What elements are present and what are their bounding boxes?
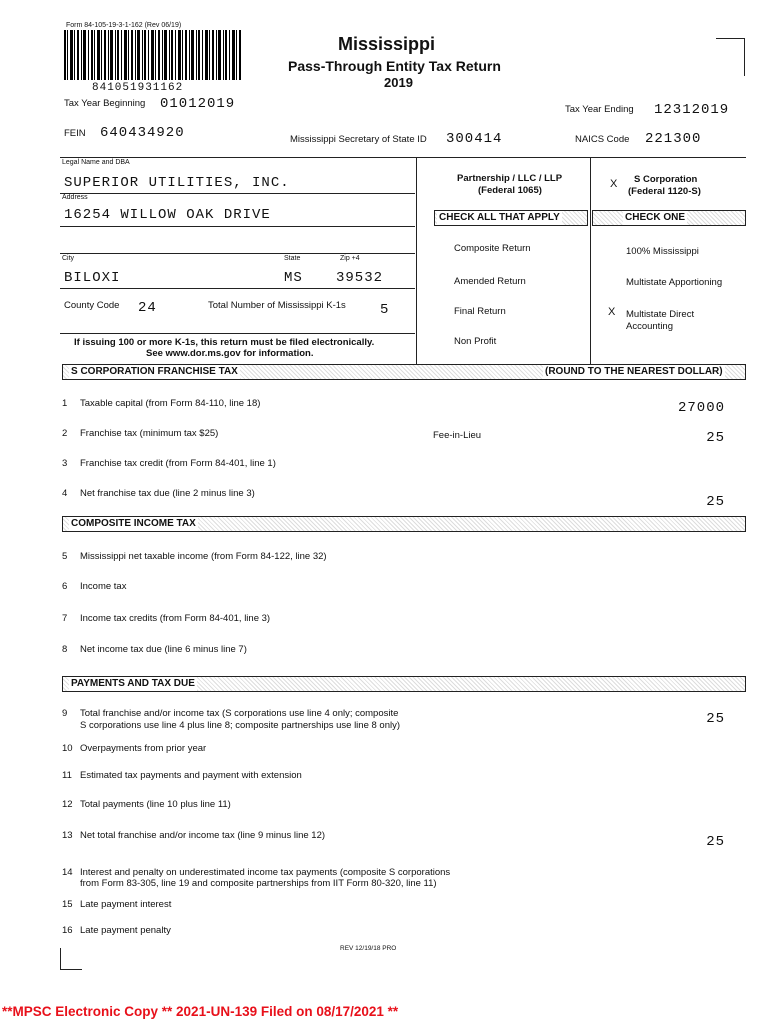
sos-id-value: 300414 xyxy=(446,131,503,147)
line-amount: 25 xyxy=(706,494,725,510)
line-number: 1 xyxy=(62,398,68,409)
tax-year-ending-value: 12312019 xyxy=(654,102,730,118)
form-number: Form 84-105-19-3-1-162 (Rev 06/19) xyxy=(66,22,182,29)
entity-divider-left xyxy=(416,157,417,364)
line-number: 7 xyxy=(62,613,68,624)
naics-value: 221300 xyxy=(645,131,702,147)
city-label: City xyxy=(62,255,75,262)
revision-note: REV 12/19/18 PRO xyxy=(340,945,397,952)
city-rule xyxy=(60,288,415,289)
line-label: Interest and penalty on underestimated income tax payments (composite S corporations xyxy=(80,867,451,878)
fee-in-lieu-label: Fee-in-Lieu xyxy=(433,430,482,441)
multistate-direct-option: Multistate Direct xyxy=(626,309,695,320)
line-number: 3 xyxy=(62,458,68,469)
payments-section-title: PAYMENTS AND TAX DUE xyxy=(71,678,195,689)
zip-label: Zip +4 xyxy=(340,255,360,262)
payments-section-bar xyxy=(62,676,746,692)
line-label: Mississippi net taxable income (from Form 84-122, line 32) xyxy=(80,551,327,562)
state-label: State xyxy=(284,255,301,262)
final-return-option: Final Return xyxy=(454,306,506,317)
efile-note-1: If issuing 100 or more K-1s, this return must be filed electronically. xyxy=(74,337,375,348)
line-number: 11 xyxy=(62,770,72,781)
entity-top-rule xyxy=(60,157,746,158)
mpsc-filing-stamp: **MPSC Electronic Copy ** 2021-UN-139 Filed on 08/17/2021 ** xyxy=(2,1004,399,1019)
sos-id-label: Mississippi Secretary of State ID xyxy=(290,134,427,145)
s-corp-check: X xyxy=(610,178,618,190)
multistate-direct-check: X xyxy=(608,306,616,318)
fein-label: FEIN xyxy=(64,128,86,139)
corner-mark-top xyxy=(716,38,744,39)
multistate-direct-option-2: Accounting xyxy=(626,321,674,332)
city-top-rule xyxy=(60,253,415,254)
line-amount: 25 xyxy=(706,430,725,446)
line-number: 16 xyxy=(62,925,73,936)
barcode-graphic xyxy=(64,30,242,80)
composite-return-option: Composite Return xyxy=(454,243,531,254)
line-number: 2 xyxy=(62,428,68,439)
round-note: (ROUND TO THE NEAREST DOLLAR) xyxy=(545,366,723,377)
line-label: Total franchise and/or income tax (S corporations use line 4 only; composite xyxy=(80,708,399,719)
line-label: Net income tax due (line 6 minus line 7) xyxy=(80,644,247,655)
tax-year-beginning-label: Tax Year Beginning xyxy=(64,98,146,109)
line-amount: 27000 xyxy=(677,400,725,416)
line-label: Income tax credits (from Form 84-401, line 3) xyxy=(80,613,271,624)
line-label-cont: from Form 83-305, line 19 and composite partnerships from IIT Form 80-320, line 11) xyxy=(80,878,437,889)
s-corp-sub: (Federal 1120-S) xyxy=(628,186,701,197)
line-number: 4 xyxy=(62,488,68,499)
line-label: Income tax xyxy=(80,581,127,592)
line-label: Late payment interest xyxy=(80,899,172,910)
line-label: Total payments (line 10 plus line 11) xyxy=(80,799,231,810)
check-all-bar xyxy=(434,210,588,226)
line-number: 12 xyxy=(62,799,73,810)
entity-divider-right xyxy=(590,157,591,364)
line-label-cont: S corporations use line 4 plus line 8; composite partnerships use line 8 only) xyxy=(80,720,401,731)
line-label: Estimated tax payments and payment with extension xyxy=(80,770,302,781)
barcode xyxy=(64,30,242,80)
line-label: Overpayments from prior year xyxy=(80,743,207,754)
county-code-value: 24 xyxy=(138,300,157,316)
mississippi-100-option: 100% Mississippi xyxy=(626,246,699,257)
k1-rule xyxy=(60,333,415,334)
naics-label: NAICS Code xyxy=(575,134,630,145)
k1-count-label: Total Number of Mississippi K-1s xyxy=(208,300,346,311)
state-value: MS xyxy=(284,270,303,286)
address-value: 16254 WILLOW OAK DRIVE xyxy=(64,207,271,223)
franchise-section-bar xyxy=(62,364,746,380)
partnership-sub: (Federal 1065) xyxy=(478,185,542,196)
composite-section-bar xyxy=(62,516,746,532)
amended-return-option: Amended Return xyxy=(454,276,526,287)
state-title: Mississippi xyxy=(338,34,436,54)
line-number: 15 xyxy=(62,899,73,910)
corner-mark-bottom-left-h xyxy=(60,969,82,970)
k1-count-value: 5 xyxy=(380,302,390,318)
zip-value: 39532 xyxy=(336,270,384,286)
line-number: 8 xyxy=(62,644,68,655)
line-label: Franchise tax credit (from Form 84-401, line 1) xyxy=(80,458,276,469)
corner-mark-bottom-left-v xyxy=(60,948,61,970)
fein-value: 640434920 xyxy=(100,125,185,141)
form-year: 2019 xyxy=(384,75,413,90)
legal-name-label: Legal Name and DBA xyxy=(62,159,130,166)
line-amount: 25 xyxy=(706,834,725,850)
franchise-section-title: S CORPORATION FRANCHISE TAX xyxy=(71,366,238,377)
composite-section-title: COMPOSITE INCOME TAX xyxy=(71,518,196,529)
line-amount: 25 xyxy=(706,711,725,727)
address-rule xyxy=(60,226,415,227)
corner-mark-right xyxy=(744,38,745,76)
line-label: Franchise tax (minimum tax $25) xyxy=(80,428,219,439)
efile-note-2: See www.dor.ms.gov for information. xyxy=(146,348,314,359)
line-label: Net total franchise and/or income tax (line 9 minus line 12) xyxy=(80,830,326,841)
barcode-number: 841051931162 xyxy=(92,82,184,94)
line-number: 13 xyxy=(62,830,73,841)
form-title: Pass-Through Entity Tax Return xyxy=(288,58,501,74)
line-number: 9 xyxy=(62,708,68,719)
s-corp-label: S Corporation xyxy=(634,174,698,185)
multistate-apportioning-option: Multistate Apportioning xyxy=(626,277,723,288)
line-number: 5 xyxy=(62,551,68,562)
line-number: 10 xyxy=(62,743,73,754)
legal-name-rule xyxy=(60,193,415,194)
line-label: Net franchise tax due (line 2 minus line 3) xyxy=(80,488,255,499)
check-one-bar xyxy=(592,210,746,226)
line-number: 6 xyxy=(62,581,68,592)
city-value: BILOXI xyxy=(64,270,121,286)
county-code-label: County Code xyxy=(64,300,120,311)
address-label: Address xyxy=(62,194,88,201)
tax-year-ending-label: Tax Year Ending xyxy=(565,104,634,115)
tax-year-beginning-value: 01012019 xyxy=(160,96,236,112)
check-all-header: CHECK ALL THAT APPLY xyxy=(439,212,560,223)
line-number: 14 xyxy=(62,867,73,878)
line-label: Taxable capital (from Form 84-110, line 18) xyxy=(80,398,261,409)
non-profit-option: Non Profit xyxy=(454,336,497,347)
line-label: Late payment penalty xyxy=(80,925,171,936)
partnership-label: Partnership / LLC / LLP xyxy=(457,173,563,184)
check-one-header: CHECK ONE xyxy=(625,212,686,223)
legal-name-value: SUPERIOR UTILITIES, INC. xyxy=(64,175,290,191)
